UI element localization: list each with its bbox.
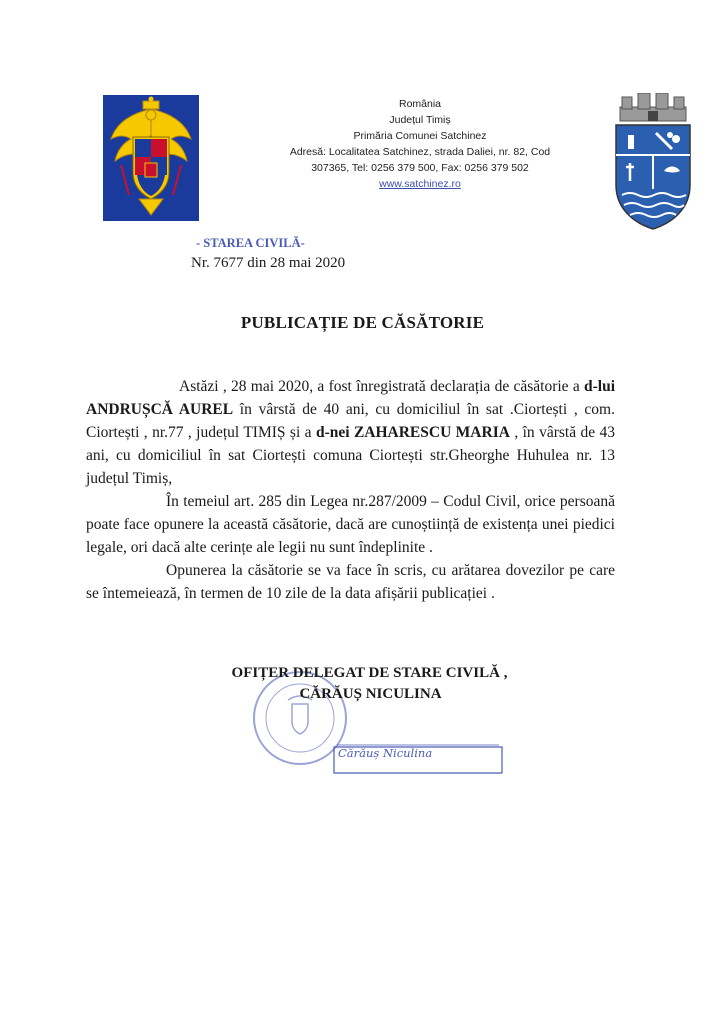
- groom-details: în vârstă de 40 ani, cu domiciliul în sat .Ciortești , com. Ciortești , nr.77 , județul TIMIȘ și a: [86, 401, 615, 441]
- registration-number: Nr. 7677 din 28 mai 2020: [191, 255, 346, 271]
- paragraph-opposition: Opunerea la căsătorie se va face în scris, cu arătarea dovezilor pe care se întemeiează, în termen de 10 zile de la data afișării publicației .: [86, 562, 615, 602]
- department-label: - STAREA CIVILĂ-: [196, 236, 305, 250]
- institution-header: [230, 96, 610, 192]
- bride-details: , în vârstă de 43 ani, cu domiciliul în sat Ciortești comuna Ciortești str.Gheorghe Huhulea nr. 13 județul Timiș,: [86, 424, 616, 487]
- header-address: Adresă: Localitatea Satchinez, strada Daliei, nr. 82, Cod: [289, 146, 551, 158]
- paragraph-declaration: [86, 375, 615, 490]
- declaration-intro: Astăzi , 28 mai 2020, a fost înregistrată declarația de căsătorie a: [179, 378, 584, 395]
- signatory-name: CĂRĂUȘ NICULINA: [299, 686, 442, 702]
- website-link[interactable]: www.satchinez.ro: [379, 178, 461, 190]
- groom-name: d-lui ANDRUȘCĂ AUREL: [86, 378, 615, 418]
- signatory-role: OFIȚER DELEGAT DE STARE CIVILĂ ,: [231, 665, 508, 681]
- header-county: Județul Timiș: [389, 114, 451, 126]
- header-contact: 307365, Tel: 0256 379 500, Fax: 0256 379 502: [311, 162, 529, 174]
- header-institution: Primăria Comunei Satchinez: [353, 130, 487, 142]
- document-title: PUBLICAȚIE DE CĂSĂTORIE: [240, 313, 485, 332]
- bride-name: d-nei ZAHARESCU MARIA: [315, 424, 510, 441]
- header-country: România: [398, 98, 442, 110]
- handwritten-signature: Cărăuș Niculina: [338, 746, 433, 760]
- paragraph-legal-basis: În temeiul art. 285 din Legea nr.287/2009 – Codul Civil, orice persoană poate face opunere la această căsătorie, dacă are cunoștiință de existența unei piedici legale, ori dacă alte cerințe ale legii nu sunt îndeplinite .: [86, 493, 615, 556]
- satchinez-coat-of-arms-icon: [612, 93, 694, 231]
- romania-coat-of-arms-icon: [103, 95, 199, 221]
- document-body: [86, 375, 615, 605]
